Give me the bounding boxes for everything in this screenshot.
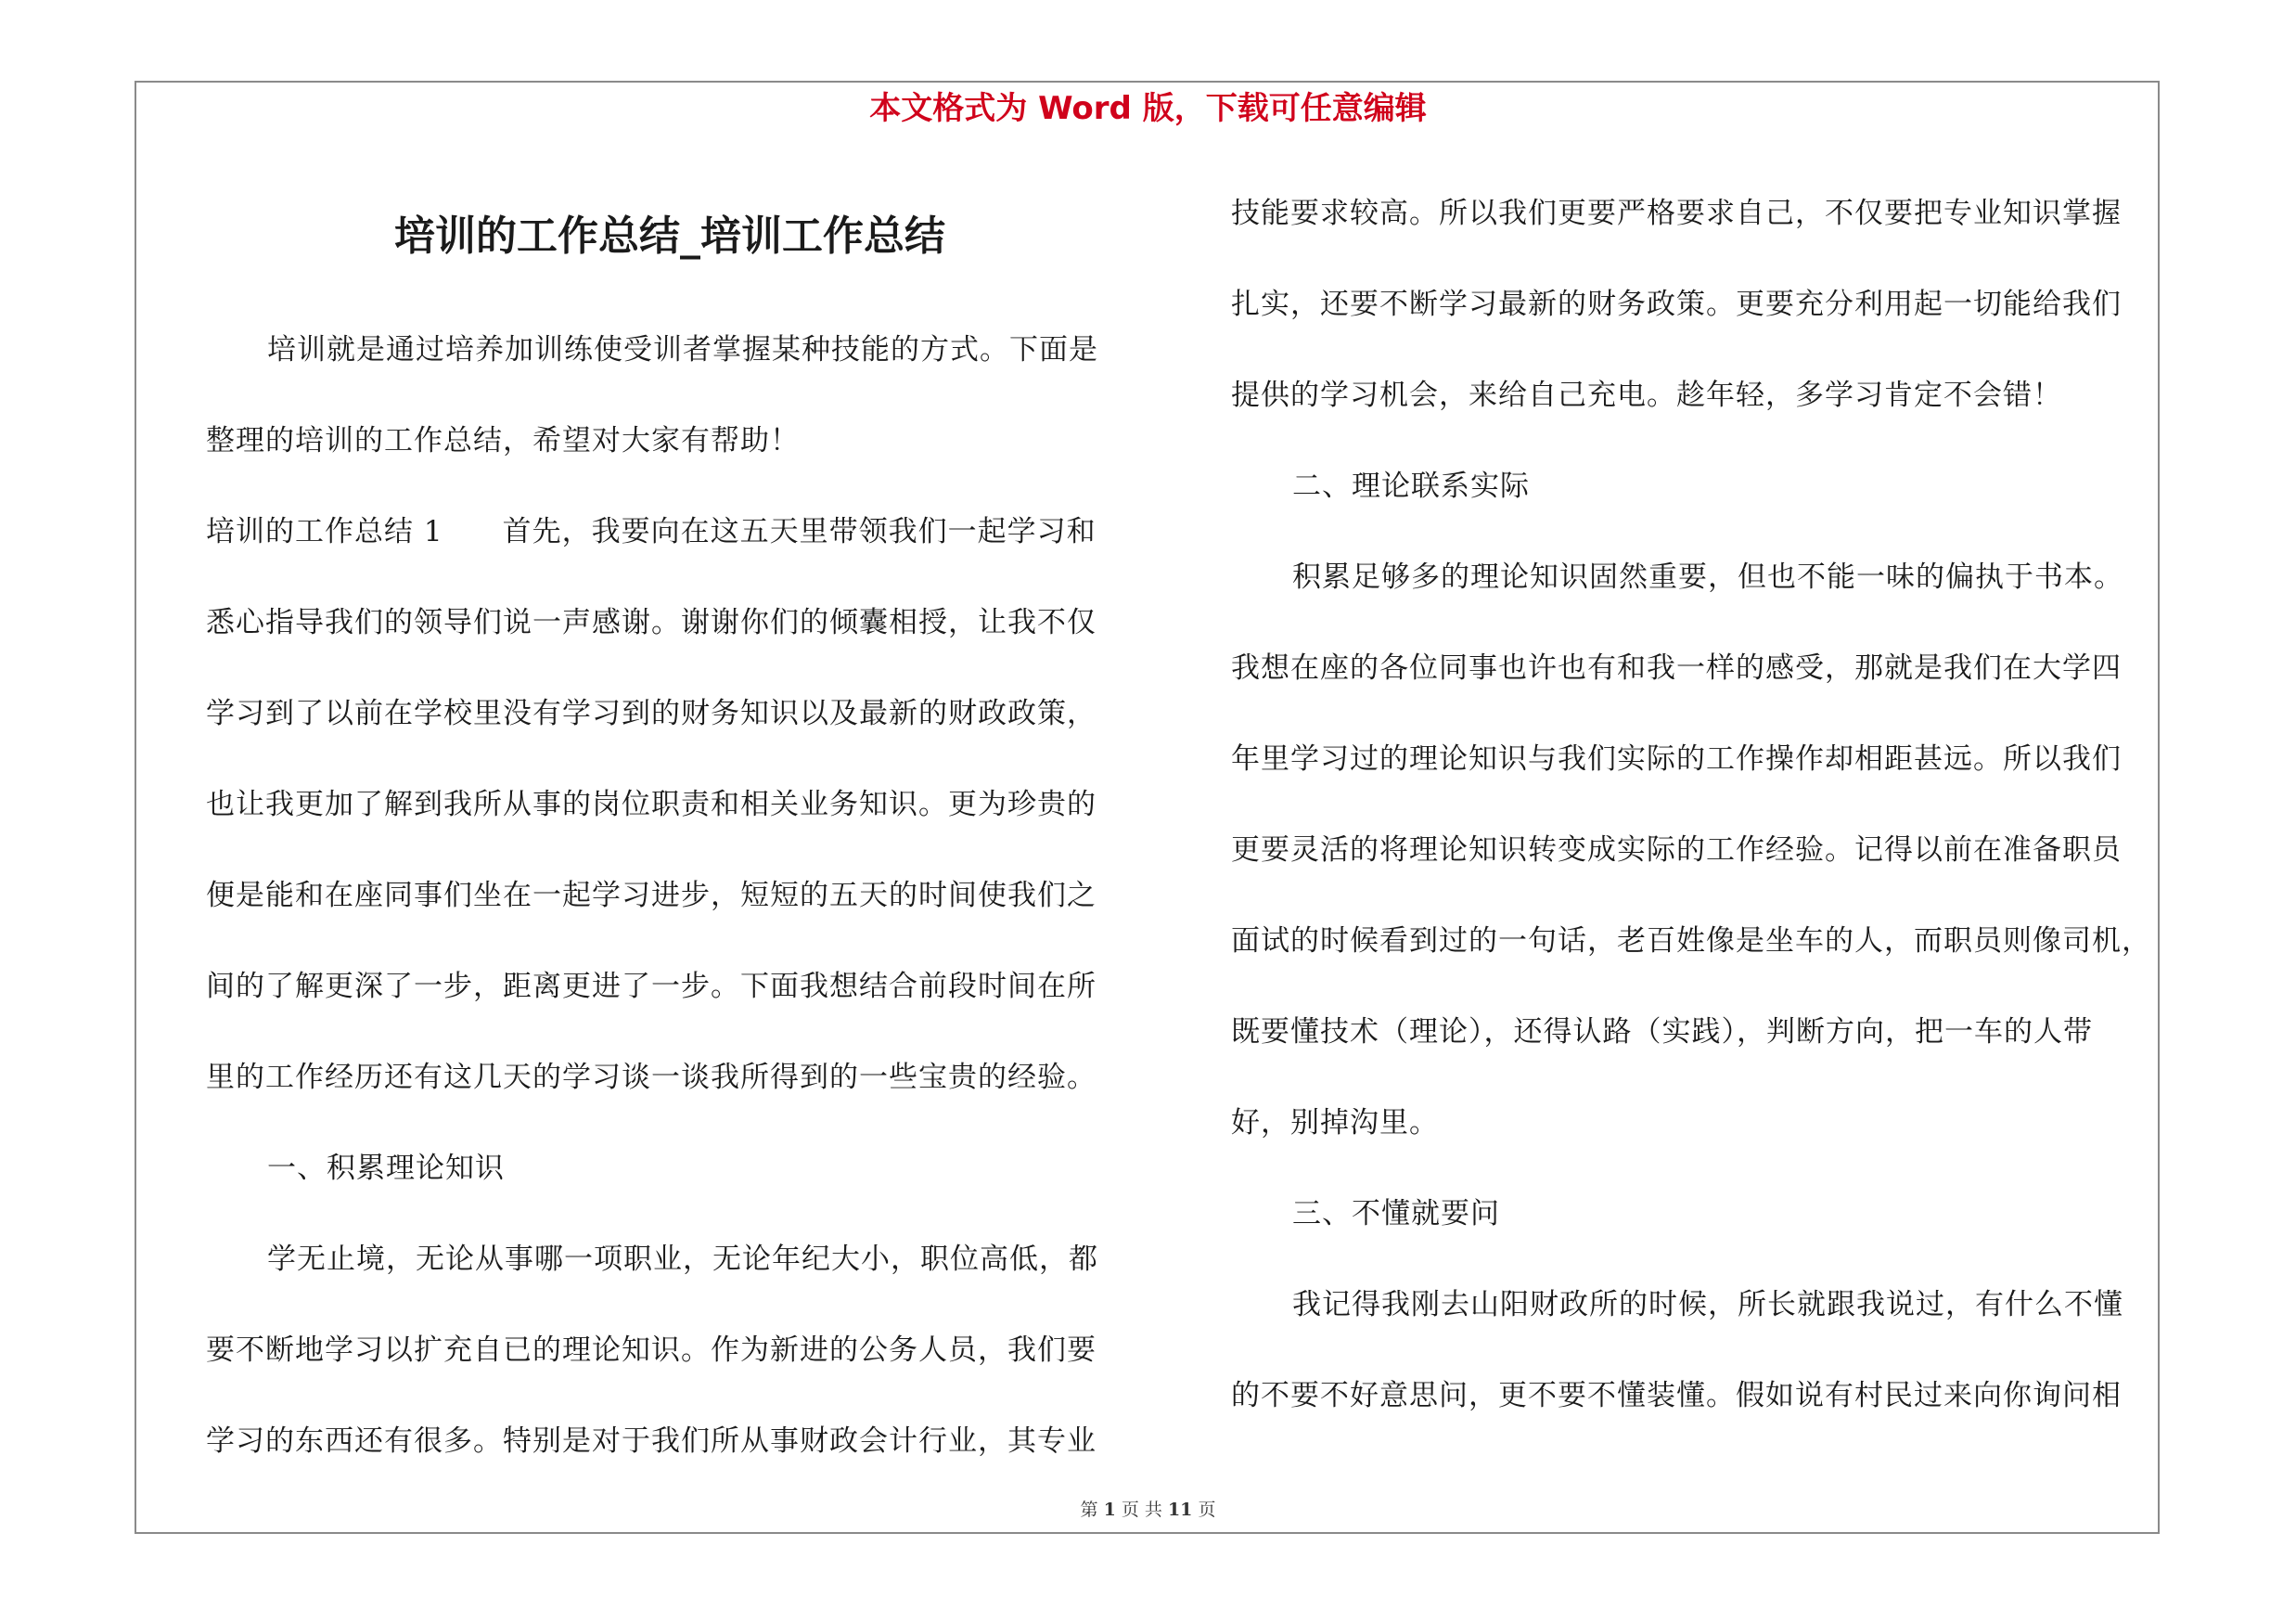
- text-line: 也让我更加了解到我所从事的岗位职责和相关业务知识。更为珍贵的: [206, 788, 1097, 821]
- text-line: 学习到了以前在学校里没有学习到的财务知识以及最新的财政政策，: [206, 697, 1097, 730]
- section-heading: 二、理论联系实际: [1292, 470, 1530, 503]
- text-line: 的不要不好意思问，更不要不懂装懂。假如说有村民过来向你询问相: [1231, 1379, 2122, 1412]
- text-line: 学习的东西还有很多。特别是对于我们所从事财政会计行业，其专业: [206, 1424, 1097, 1458]
- text-line: 里的工作经历还有这几天的学习谈一谈我所得到的一些宝贵的经验。: [206, 1061, 1097, 1094]
- text-line: 便是能和在座同事们坐在一起学习进步，短短的五天的时间使我们之: [206, 879, 1097, 912]
- text-line: 好，别掉沟里。: [1231, 1106, 1439, 1140]
- footer-prefix: 第: [1080, 1500, 1098, 1520]
- text-line: 积累足够多的理论知识固然重要，但也不能一味的偏执于书本。: [1292, 560, 2123, 594]
- text-line: 培训的工作总结 1 首先，我要向在这五天里带领我们一起学习和: [206, 515, 1097, 548]
- text-line: 提供的学习机会，来给自己充电。趁年轻，多学习肯定不会错！: [1231, 379, 2062, 412]
- text-line: 学无止境，无论从事哪一项职业，无论年纪大小，职位高低，都: [267, 1243, 1098, 1276]
- text-line: 扎实，还要不断学习最新的财务政策。更要充分利用起一切能给我们: [1231, 288, 2122, 321]
- footer-middle: 页 共: [1121, 1500, 1162, 1520]
- footer-total-pages: 11: [1167, 1500, 1193, 1520]
- text-line: 更要灵活的将理论知识转变成实际的工作经验。记得以前在准备职员: [1231, 833, 2122, 867]
- left-column: [206, 320, 1143, 1502]
- text-line: 整理的培训的工作总结，希望对大家有帮助！: [206, 424, 800, 457]
- text-line: 年里学习过的理论知识与我们实际的工作操作却相距甚远。所以我们: [1231, 742, 2122, 776]
- text-line: 我记得我刚去山阳财政所的时候，所长就跟我说过，有什么不懂: [1292, 1288, 2123, 1321]
- footer-suffix: 页: [1198, 1500, 1216, 1520]
- text-line: 培训就是通过培养加训练使受训者掌握某种技能的方式。下面是: [267, 333, 1098, 367]
- section-heading: 一、积累理论知识: [267, 1152, 505, 1185]
- document-title: 培训的工作总结_培训工作总结: [394, 213, 945, 260]
- text-line: 要不断地学习以扩充自已的理论知识。作为新进的公务人员，我们要: [206, 1333, 1097, 1367]
- page-footer: [0, 1496, 2296, 1524]
- text-line: 间的了解更深了一步，距离更进了一步。下面我想结合前段时间在所: [206, 970, 1097, 1003]
- footer-page-number: 1: [1103, 1500, 1116, 1520]
- right-column: [1231, 184, 2168, 1457]
- text-line: 悉心指导我们的领导们说一声感谢。谢谢你们的倾囊相授，让我不仅: [206, 606, 1097, 639]
- text-line: 面试的时候看到过的一句话，老百姓像是坐车的人，而职员则像司机，: [1231, 924, 2151, 958]
- text-line: 我想在座的各位同事也许也有和我一样的感受，那就是我们在大学四: [1231, 651, 2122, 685]
- word-format-banner: 本文格式为 Word 版，下载可任意编辑: [869, 90, 1427, 127]
- text-line: 技能要求较高。所以我们更要严格要求自己，不仅要把专业知识掌握: [1231, 197, 2122, 230]
- section-heading: 三、不懂就要问: [1292, 1197, 1500, 1230]
- text-line: 既要懂技术（理论），还得认路（实践），判断方向，把一车的人带: [1231, 1015, 2093, 1049]
